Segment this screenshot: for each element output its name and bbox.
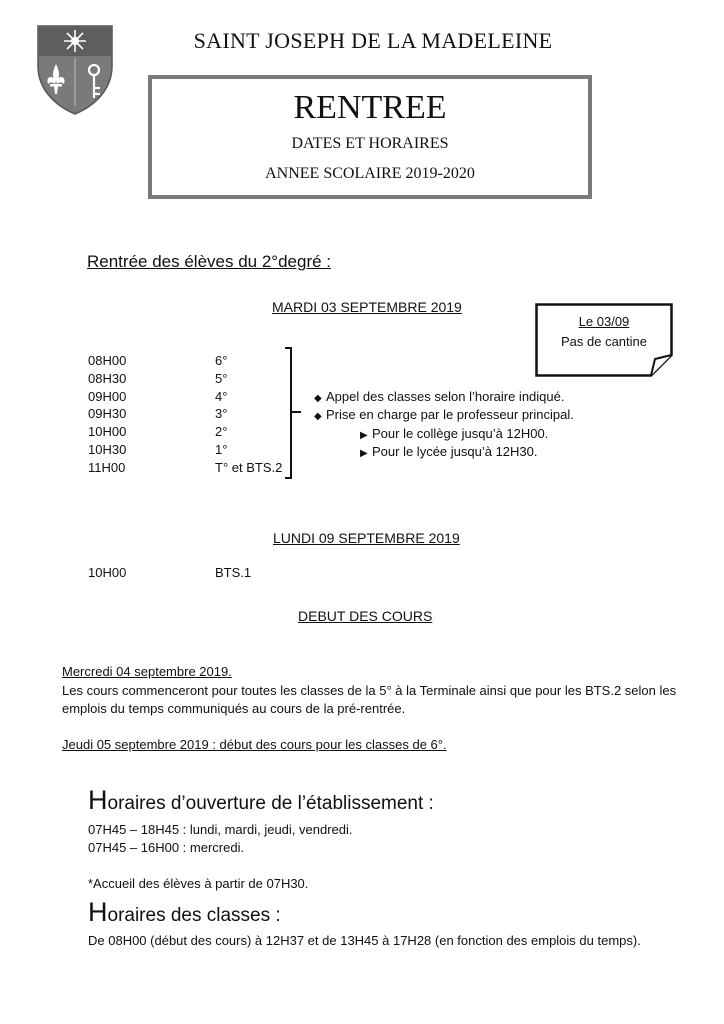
sub-bullet-item [360, 444, 538, 459]
schedule-time: 10H00 [88, 565, 127, 580]
schedule-time: 09H30 [88, 406, 127, 421]
section-heading-debut: DEBUT DES COURS [298, 608, 433, 624]
heading-text: oraires d’ouverture de l’établissement : [107, 793, 434, 814]
sub-bullet-item [360, 426, 548, 441]
opening-hours-line: 07H45 – 18H45 : lundi, mardi, jeudi, vendredi. [88, 822, 353, 837]
schedule-class: 5° [215, 371, 228, 386]
schedule-class: 3° [215, 406, 228, 421]
accueil-note: *Accueil des élèves à partir de 07H30. [88, 876, 309, 891]
schedule-class: 2° [215, 424, 228, 439]
diamond-bullet-icon: ◆ [314, 393, 322, 404]
opening-hours-line: 07H45 – 16H00 : mercredi. [88, 840, 245, 855]
bullet-text: Prise en charge par le professeur principal. [326, 407, 574, 422]
page-title: RENTREE [293, 89, 447, 126]
schedule-class: 4° [215, 389, 228, 404]
date-heading-mardi: MARDI 03 SEPTEMBRE 2019 [272, 299, 462, 315]
note-line-text: Pas de cantine [560, 334, 647, 349]
note-line-date: Le 03/09 [578, 314, 630, 329]
section-heading-classes [88, 897, 281, 928]
school-name: SAINT JOSEPH DE LA MADELEINE [193, 28, 553, 53]
triangle-bullet-icon: ▶ [360, 430, 368, 441]
schedule-class: 1° [215, 442, 228, 457]
schedule-time: 09H00 [88, 389, 127, 404]
diamond-bullet-icon: ◆ [314, 411, 322, 422]
sub-bullet-text: Pour le lycée jusqu’à 12H30. [372, 444, 538, 459]
class-hours-text: De 08H00 (début des cours) à 12H37 et de 13H45 à 17H28 (en fonction des emplois du temps). [88, 933, 641, 948]
schedule-class: BTS.1 [215, 565, 252, 580]
schedule-time: 10H30 [88, 442, 127, 457]
bullet-item [314, 407, 574, 422]
schedule-bracket [283, 346, 305, 487]
title-subtitle-year: ANNEE SCOLAIRE 2019-2020 [265, 165, 475, 182]
heading-drop-cap: H [88, 785, 108, 815]
title-box [148, 75, 592, 199]
date-heading-lundi: LUNDI 09 SEPTEMBRE 2019 [273, 530, 460, 546]
schedule-time: 10H00 [88, 424, 127, 439]
heading-drop-cap: H [88, 897, 108, 927]
heading-text: oraires des classes : [107, 905, 281, 926]
schedule-class: T° et BTS.2 [215, 460, 283, 475]
mercredi-paragraph: Les cours commenceront pour toutes les classes de la 5° à la Terminale ainsi que pour les BTS.2 selon les emplois du temps communiqués au cours de la pré-rentrée. [62, 683, 677, 716]
mercredi-heading: Mercredi 04 septembre 2019. [62, 664, 232, 679]
section-heading-horaires [88, 785, 434, 816]
triangle-bullet-icon: ▶ [360, 448, 368, 459]
section-heading-rentree: Rentrée des élèves du 2°degré : [87, 252, 332, 271]
schedule-class: 6° [215, 353, 228, 368]
note-callout [535, 303, 673, 377]
bullet-text: Appel des classes selon l’horaire indiqué. [326, 389, 565, 404]
title-subtitle-dates: DATES ET HORAIRES [291, 135, 449, 152]
schedule-time: 11H00 [88, 460, 126, 475]
bullet-item [314, 389, 564, 404]
sub-bullet-text: Pour le collège jusqu’à 12H00. [372, 426, 549, 441]
schedule-time: 08H30 [88, 371, 127, 386]
jeudi-line: Jeudi 05 septembre 2019 : début des cours pour les classes de 6°. [62, 737, 447, 752]
schedule-time: 08H00 [88, 353, 127, 368]
